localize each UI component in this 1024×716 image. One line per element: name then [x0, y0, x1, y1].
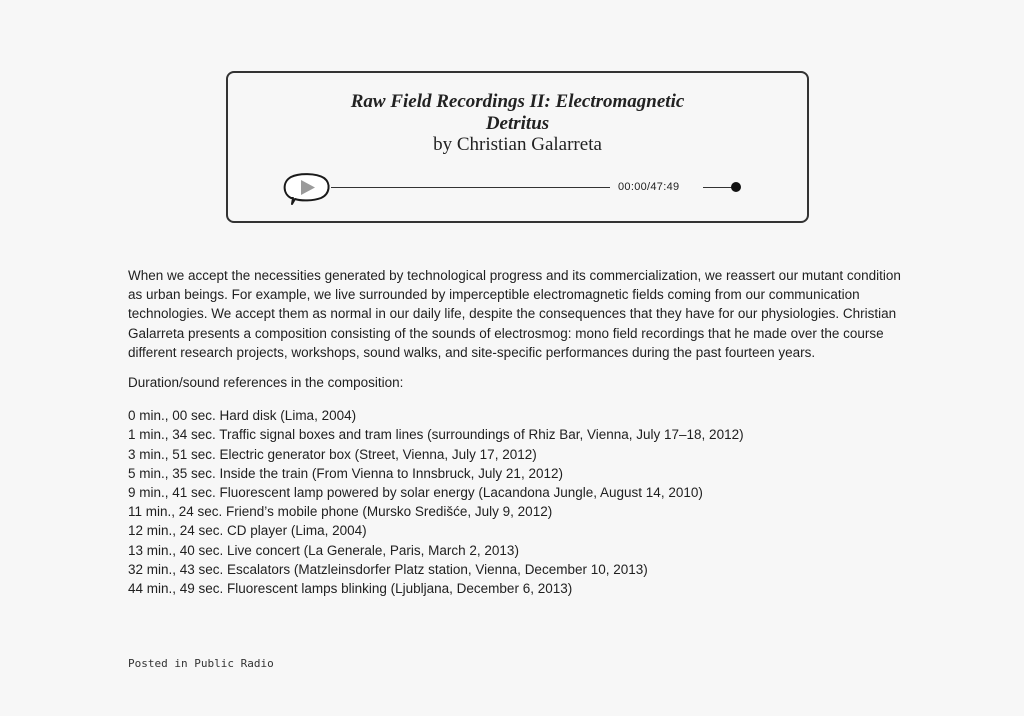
- volume-handle[interactable]: [731, 182, 741, 192]
- post-category: [128, 657, 274, 670]
- description: When we accept the necessities generated by technological progress and its commercialization, we reassert our mutant condition as urban beings. For example, we live surrounded by imperceptible electromagnetic fields coming from our communication technologies. We accept them as normal in our daily life, despite the consequences that they have for our physiologies. Christian Galarreta presents a composition consisting of the sounds of electrosmog: mono field recordings that he made over the course different research projects, workshops, sound walks, and site-specific performances during the past fourteen years.: [128, 268, 901, 360]
- article-body: [128, 266, 918, 598]
- duration-heading: Duration/sound references in the composition:: [128, 375, 404, 391]
- audio-player: [226, 71, 809, 223]
- track-title: [228, 91, 807, 135]
- play-button[interactable]: [281, 172, 331, 206]
- list-item: 0 min., 00 sec. Hard disk (Lima, 2004): [128, 408, 357, 424]
- list-item: 11 min., 24 sec. Friend’s mobile phone (Mursko Središće, July 9, 2012): [128, 504, 553, 520]
- sound-references-list: [128, 406, 918, 598]
- track-byline: by Christian Galarreta: [433, 134, 602, 155]
- progress-bar[interactable]: [331, 187, 610, 188]
- list-item: 12 min., 24 sec. CD player (Lima, 2004): [128, 523, 367, 539]
- list-item: 1 min., 34 sec. Traffic signal boxes and tram lines (surroundings of Rhiz Bar, Vienna, July 17–18, 2012): [128, 427, 744, 443]
- time-display: 00:00/47:49: [618, 181, 680, 193]
- list-item: 13 min., 40 sec. Live concert (La Generale, Paris, March 2, 2013): [128, 542, 519, 558]
- list-item: 5 min., 35 sec. Inside the train (From Vienna to Innsbruck, July 21, 2012): [128, 465, 563, 481]
- posted-in-label: Posted in: [128, 657, 188, 670]
- list-item: 9 min., 41 sec. Fluorescent lamp powered by solar energy (Lacandona Jungle, August 14, 2010): [128, 485, 703, 501]
- play-icon: [281, 172, 331, 206]
- volume-slider[interactable]: [703, 187, 733, 188]
- list-item: 3 min., 51 sec. Electric generator box (Street, Vienna, July 17, 2012): [128, 446, 537, 462]
- list-item: 32 min., 43 sec. Escalators (Matzleinsdorfer Platz station, Vienna, December 10, 2013): [128, 561, 648, 577]
- category-link[interactable]: Public Radio: [194, 657, 274, 670]
- list-item: 44 min., 49 sec. Fluorescent lamps blinking (Ljubljana, December 6, 2013): [128, 581, 573, 597]
- track-title-line2: Detritus: [485, 113, 550, 134]
- track-title-line1: Raw Field Recordings II: Electromagnetic: [350, 91, 685, 112]
